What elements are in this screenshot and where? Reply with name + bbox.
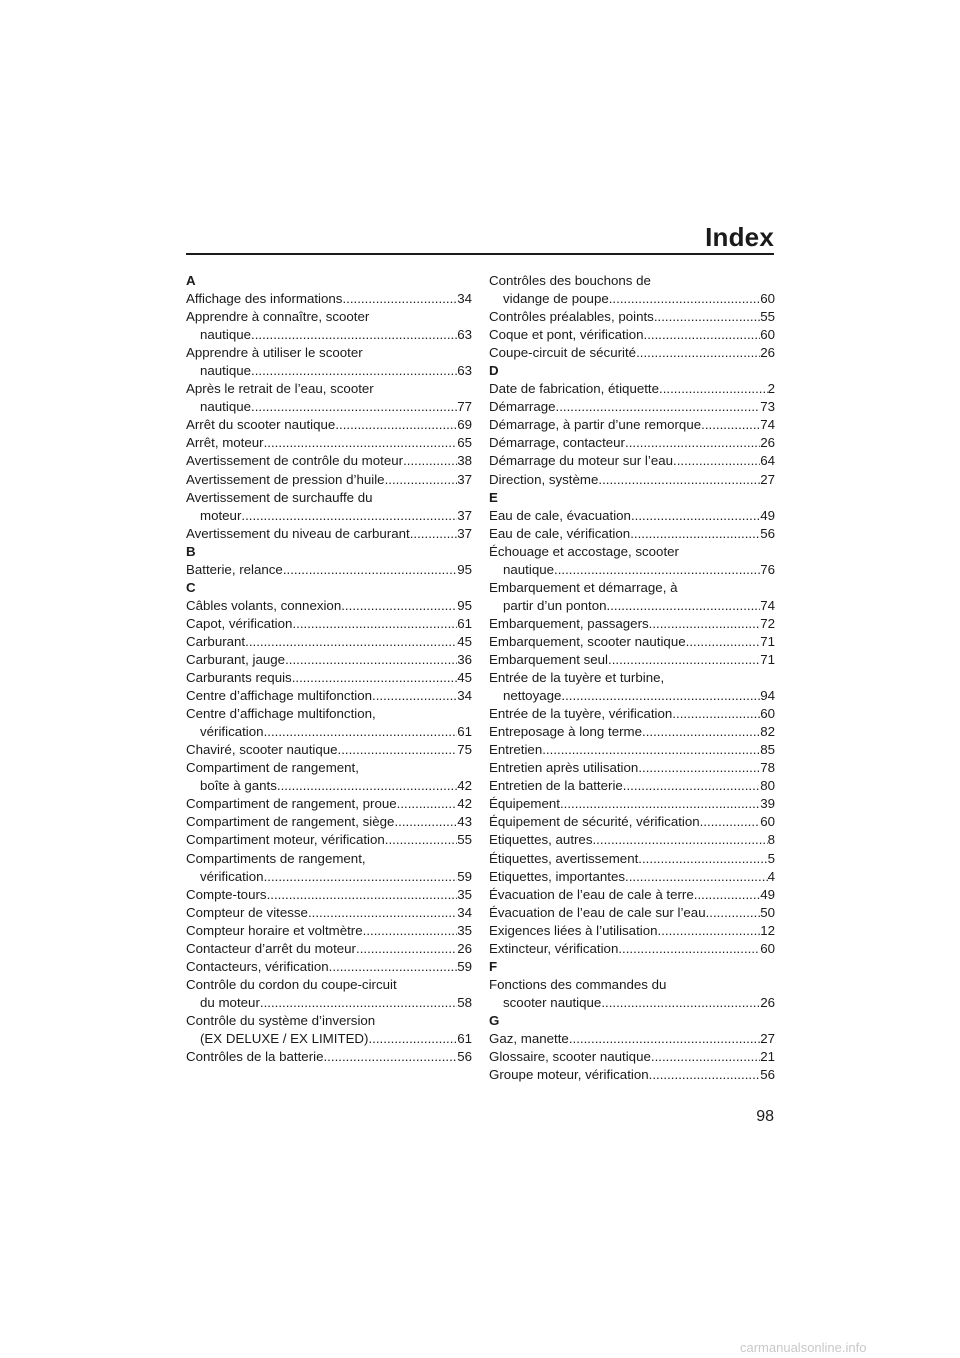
index-entry-page: 49 [760, 507, 775, 523]
index-entry-page: 45 [457, 670, 472, 686]
index-entry [186, 597, 472, 615]
index-entry-label: Contacteurs, vérification [186, 958, 329, 974]
index-entry-page: 12 [760, 922, 775, 938]
index-entry-page: 60 [760, 940, 775, 956]
index-entry-page: 55 [760, 309, 775, 325]
index-entry [186, 1048, 472, 1066]
dot-leader [368, 1030, 457, 1048]
index-entry-page: 42 [457, 796, 472, 812]
index-entry [489, 507, 775, 525]
index-entry [186, 507, 472, 525]
index-entry-page: 82 [760, 724, 775, 740]
index-entry-label: Gaz, manette [489, 1030, 569, 1046]
index-entry [489, 759, 775, 777]
index-entry-page: 85 [760, 742, 775, 758]
dot-leader [607, 597, 761, 615]
index-entry-label: Contrôles préalables, points [489, 309, 654, 325]
index-entry [186, 777, 472, 795]
index-entry-label: Groupe moteur, vérification [489, 1067, 649, 1083]
dot-leader [630, 525, 760, 543]
index-entry [489, 795, 775, 813]
dot-leader [285, 651, 457, 669]
index-entry-label: Coque et pont, vérification [489, 327, 644, 343]
index-entry-label: Embarquement, passagers [489, 615, 649, 631]
dot-leader [592, 831, 767, 849]
dot-leader [625, 868, 768, 886]
index-entry-page: 49 [760, 886, 775, 902]
index-entry [489, 886, 775, 904]
index-section-letter: A [186, 273, 196, 288]
dot-leader [372, 687, 457, 705]
index-entry [489, 416, 775, 434]
index-entry-page: 56 [457, 1049, 472, 1065]
index-entry-label: Entreposage à long terme [489, 724, 643, 740]
index-section-letter: B [186, 543, 196, 559]
index-entry-text: Apprendre à utiliser le scooter [186, 345, 363, 361]
index-entry-page: 36 [457, 651, 472, 667]
index-entry-label: du moteur [200, 994, 260, 1010]
dot-leader [245, 633, 457, 651]
dot-leader [569, 1030, 760, 1048]
index-entry [489, 904, 775, 922]
index-entry-label: Évacuation de l’eau de cale à terre [489, 886, 694, 902]
dot-leader [241, 507, 457, 525]
index-entry-label: Extincteur, vérification [489, 940, 619, 956]
index-entry-page: 74 [760, 597, 775, 613]
index-entry [489, 868, 775, 886]
index-entry [489, 308, 775, 326]
dot-leader [598, 471, 760, 489]
index-entry-text: Après le retrait de l’eau, scooter [186, 381, 374, 397]
dot-leader [644, 326, 761, 344]
index-entry [489, 471, 775, 489]
dot-leader [561, 687, 760, 705]
dot-leader [397, 795, 458, 813]
index-entry-page: 71 [760, 633, 775, 649]
index-entry-page: 94 [760, 688, 775, 704]
dot-leader [625, 434, 760, 452]
index-entry-page: 63 [457, 363, 472, 379]
index-entry [186, 669, 472, 687]
index-entry-label: Coupe-circuit de sécurité [489, 345, 637, 361]
index-entry [186, 831, 472, 849]
dot-leader [341, 597, 457, 615]
dot-leader [264, 723, 458, 741]
dot-leader [700, 813, 761, 831]
index-entry-label: Compartiment de rangement, siège [186, 814, 395, 830]
index-entry-page: 43 [457, 814, 472, 830]
dot-leader [638, 759, 760, 777]
index-entry-label: vérification [200, 724, 264, 740]
index-entry [186, 922, 472, 940]
index-entry-page: 59 [457, 958, 472, 974]
index-entry-label: scooter nautique [503, 994, 602, 1010]
index-column-left [186, 272, 472, 1066]
index-entry [489, 777, 775, 795]
index-entry-page: 34 [457, 291, 472, 307]
dot-leader [267, 886, 458, 904]
index-entry-text: Contrôles des bouchons de [489, 273, 651, 288]
dot-leader [642, 723, 760, 741]
index-entry [186, 561, 472, 579]
index-entry-page: 95 [457, 597, 472, 613]
index-entry-text: Fonctions des commandes du [489, 976, 667, 992]
index-entry-label: Équipement [489, 796, 560, 812]
index-entry-page: 5 [767, 850, 775, 866]
dot-leader [292, 669, 458, 687]
index-entry [489, 651, 775, 669]
index-entry-page: 37 [457, 471, 472, 487]
index-entry-page: 37 [457, 525, 472, 541]
index-entry-page: 69 [457, 417, 472, 433]
dot-leader [277, 777, 457, 795]
index-section-letter: G [489, 1012, 500, 1028]
index-entry-page: 76 [760, 561, 775, 577]
dot-leader [672, 705, 760, 723]
index-entry-page: 21 [760, 1049, 775, 1065]
dot-leader [560, 795, 760, 813]
dot-leader [338, 741, 458, 759]
index-entry-label: Démarrage, contacteur [489, 435, 625, 451]
index-entry-label: Compteur de vitesse [186, 904, 308, 920]
index-entry-label: nettoyage [503, 688, 562, 704]
dot-leader [356, 940, 457, 958]
index-entry-page: 60 [760, 706, 775, 722]
index-entry-page: 75 [457, 742, 472, 758]
index-entry [489, 741, 775, 759]
index-entry-page: 26 [457, 940, 472, 956]
page-number: 98 [756, 1108, 774, 1125]
dot-leader [609, 290, 760, 308]
index-entry-page: 27 [760, 1030, 775, 1046]
dot-leader [385, 471, 458, 489]
index-entry-label: Etiquettes, importantes [489, 868, 625, 884]
index-entry-label: Glossaire, scooter nautique [489, 1049, 651, 1065]
index-entry-text: Centre d’affichage multifonction, [186, 706, 376, 722]
index-entry-label: nautique [200, 327, 252, 343]
index-entry-label: Contrôles de la batterie [186, 1049, 324, 1065]
index-entry-label: Carburant [186, 633, 246, 649]
index-entry [489, 922, 775, 940]
index-entry [186, 452, 472, 470]
index-entry-label: Direction, système [489, 471, 599, 487]
dot-leader [554, 561, 760, 579]
index-entry [489, 813, 775, 831]
dot-leader [608, 651, 760, 669]
dot-leader [654, 308, 760, 326]
index-entry-label: Compartiment moteur, vérification [186, 832, 385, 848]
index-entry-page: 77 [457, 399, 472, 415]
index-entry-label: vidange de poupe [503, 291, 609, 307]
index-entry-label: Carburants requis [186, 670, 292, 686]
dot-leader [251, 398, 457, 416]
index-entry [489, 831, 775, 849]
index-entry-label: Câbles volants, connexion [186, 597, 342, 613]
dot-leader [694, 886, 760, 904]
index-entry [186, 651, 472, 669]
index-section-letter: F [489, 958, 498, 974]
index-column-right [489, 272, 775, 1084]
dot-leader [342, 290, 457, 308]
index-entry [489, 687, 775, 705]
index-entry-label: Équipement de sécurité, vérification [489, 814, 700, 830]
index-entry [489, 1048, 775, 1066]
index-entry-text: Contrôle du système d’inversion [186, 1012, 376, 1028]
index-entry-label: Embarquement seul [489, 651, 608, 667]
index-entry-label: Démarrage [489, 399, 556, 415]
index-entry-page: 50 [760, 904, 775, 920]
index-entry-page: 39 [760, 796, 775, 812]
index-section-letter: D [489, 363, 499, 379]
index-entry-page: 35 [457, 922, 472, 938]
index-section-letter: C [186, 579, 196, 595]
index-entry [186, 434, 472, 452]
dot-leader [260, 994, 457, 1012]
index-entry-label: Étiquettes, avertissement [489, 850, 639, 866]
dot-leader [410, 525, 457, 543]
index-entry-label: Avertissement de contrôle du moteur [186, 453, 404, 469]
index-entry-page: 27 [760, 471, 775, 487]
index-entry-page: 61 [457, 724, 472, 740]
index-entry-label: Avertissement du niveau de carburant [186, 525, 410, 541]
index-entry [489, 1066, 775, 1084]
watermark: carmanualsonline.info [740, 1340, 867, 1355]
index-entry-text: Compartiments de rangement, [186, 850, 366, 866]
index-entry-label: Contacteur d’arrêt du moteur [186, 940, 356, 956]
page-title: Index [705, 222, 774, 252]
index-entry-page: 56 [760, 525, 775, 541]
index-entry-label: Carburant, jauge [186, 651, 286, 667]
index-entry-page: 73 [760, 399, 775, 415]
index-entry [186, 795, 472, 813]
dot-leader [308, 904, 457, 922]
dot-leader [623, 777, 760, 795]
dot-leader [394, 813, 457, 831]
index-entry [489, 434, 775, 452]
dot-leader [283, 561, 457, 579]
index-entry-label: nautique [200, 399, 252, 415]
index-entry-label: Etiquettes, autres [489, 832, 593, 848]
index-entry [186, 723, 472, 741]
index-entry-page: 42 [457, 778, 472, 794]
index-entry-label: nautique [200, 363, 252, 379]
index-entry-page: 26 [760, 994, 775, 1010]
index-entry-text: Compartiment de rangement, [186, 760, 359, 776]
dot-leader [673, 452, 760, 470]
index-entry-label: Capot, vérification [186, 615, 293, 631]
index-entry-label: Avertissement de pression d’huile [186, 471, 385, 487]
dot-leader [636, 344, 760, 362]
index-entry [489, 1030, 775, 1048]
index-entry-page: 74 [760, 417, 775, 433]
index-entry-page: 60 [760, 291, 775, 307]
index-entry-label: Démarrage, à partir d’une remorque [489, 417, 702, 433]
index-entry-label: Exigences liées à l’utilisation [489, 922, 658, 938]
dot-leader [631, 507, 760, 525]
index-entry-page: 8 [767, 832, 775, 848]
index-entry-label: Compte-tours [186, 886, 267, 902]
index-entry [186, 525, 472, 543]
index-entry-label: Compteur horaire et voltmètre [186, 922, 363, 938]
title-divider [186, 253, 774, 255]
index-entry [489, 615, 775, 633]
dot-leader [335, 416, 457, 434]
index-entry [489, 290, 775, 308]
dot-leader [651, 1048, 760, 1066]
index-section-letter: E [489, 489, 498, 505]
index-entry [489, 633, 775, 651]
index-entry-label: Entretien de la batterie [489, 778, 623, 794]
index-entry-page: 72 [760, 615, 775, 631]
index-entry-page: 63 [457, 327, 472, 343]
index-entry-page: 61 [457, 615, 472, 631]
index-entry [489, 723, 775, 741]
index-entry-label: Eau de cale, évacuation [489, 507, 631, 523]
index-entry [489, 850, 775, 868]
dot-leader [618, 940, 760, 958]
index-entry-label: Entretien [489, 742, 543, 758]
index-entry [186, 398, 472, 416]
index-entry [489, 398, 775, 416]
index-entry-label: boîte à gants [200, 778, 277, 794]
dot-leader [556, 398, 761, 416]
index-entry-page: 78 [760, 760, 775, 776]
index-entry [186, 471, 472, 489]
index-entry-label: Arrêt, moteur [186, 435, 264, 451]
dot-leader [403, 452, 457, 470]
dot-leader [264, 868, 458, 886]
index-entry-page: 34 [457, 688, 472, 704]
index-entry-label: Affichage des informations [186, 291, 343, 307]
index-entry-label: Évacuation de l’eau de cale sur l’eau [489, 904, 706, 920]
index-entry [186, 687, 472, 705]
index-entry-label: partir d’un ponton [503, 597, 607, 613]
index-entry-page: 45 [457, 633, 472, 649]
dot-leader [323, 1048, 457, 1066]
dot-leader [658, 922, 761, 940]
index-entry-page: 55 [457, 832, 472, 848]
index-entry [489, 525, 775, 543]
dot-leader [701, 416, 760, 434]
index-entry-page: 60 [760, 814, 775, 830]
index-entry-label: Chaviré, scooter nautique [186, 742, 338, 758]
index-entry [186, 290, 472, 308]
index-entry [489, 452, 775, 470]
index-entry-text: Apprendre à connaître, scooter [186, 309, 370, 325]
dot-leader [251, 326, 457, 344]
dot-leader [638, 850, 767, 868]
index-entry [489, 705, 775, 723]
dot-leader [329, 958, 458, 976]
index-entry-label: Batterie, relance [186, 561, 283, 577]
index-entry-label: Arrêt du scooter nautique [186, 417, 336, 433]
index-entry [489, 344, 775, 362]
dot-leader [385, 831, 457, 849]
index-entry-text: Échouage et accostage, scooter [489, 543, 679, 559]
dot-leader [542, 741, 760, 759]
dot-leader [706, 904, 761, 922]
index-entry-page: 26 [760, 345, 775, 361]
index-entry-label: vérification [200, 868, 264, 884]
index-entry [489, 940, 775, 958]
index-entry [489, 561, 775, 579]
index-entry [186, 940, 472, 958]
index-entry [186, 362, 472, 380]
index-entry-label: Entrée de la tuyère, vérification [489, 706, 673, 722]
index-entry-page: 56 [760, 1067, 775, 1083]
index-entry-page: 61 [457, 1030, 472, 1046]
index-entry-page: 35 [457, 886, 472, 902]
dot-leader [251, 362, 457, 380]
index-entry-page: 65 [457, 435, 472, 451]
index-entry-page: 64 [760, 453, 775, 469]
index-entry-page: 80 [760, 778, 775, 794]
index-entry-label: nautique [503, 561, 555, 577]
dot-leader [601, 994, 760, 1012]
dot-leader [363, 922, 458, 940]
index-entry-page: 38 [457, 453, 472, 469]
index-entry-text: Avertissement de surchauffe du [186, 489, 373, 505]
index-entry-label: Compartiment de rangement, proue [186, 796, 397, 812]
index-entry-label: Démarrage du moteur sur l’eau [489, 453, 674, 469]
index-entry [186, 615, 472, 633]
dot-leader [686, 633, 761, 651]
index-entry-page: 34 [457, 904, 472, 920]
index-entry-label: Entretien après utilisation [489, 760, 639, 776]
index-entry [186, 904, 472, 922]
index-entry-page: 37 [457, 507, 472, 523]
index-entry [186, 994, 472, 1012]
dot-leader [264, 434, 458, 452]
index-entry-page: 60 [760, 327, 775, 343]
index-entry [489, 597, 775, 615]
index-entry-page: 26 [760, 435, 775, 451]
index-entry-page: 71 [760, 651, 775, 667]
index-entry [186, 958, 472, 976]
dot-leader [649, 615, 761, 633]
index-entry [489, 994, 775, 1012]
index-entry-page: 95 [457, 561, 472, 577]
index-entry [186, 741, 472, 759]
index-entry-page: 2 [767, 381, 775, 397]
index-entry [186, 813, 472, 831]
index-entry-text: Contrôle du cordon du coupe-circuit [186, 976, 397, 992]
dot-leader [649, 1066, 761, 1084]
index-entry-label: Eau de cale, vérification [489, 525, 631, 541]
index-entry [489, 380, 775, 398]
index-entry-text: Embarquement et démarrage, à [489, 579, 678, 595]
index-entry [489, 326, 775, 344]
index-entry-label: moteur [200, 507, 242, 523]
index-entry-label: (EX DELUXE / EX LIMITED) [200, 1030, 369, 1046]
index-entry-label: Date de fabrication, étiquette [489, 381, 660, 397]
index-entry [186, 1030, 472, 1048]
index-entry-label: Embarquement, scooter nautique [489, 633, 686, 649]
index-entry [186, 633, 472, 651]
index-entry-page: 4 [767, 868, 775, 884]
dot-leader [659, 380, 768, 398]
index-entry-page: 58 [457, 994, 472, 1010]
index-entry [186, 886, 472, 904]
index-entry [186, 326, 472, 344]
index-entry [186, 416, 472, 434]
index-entry-page: 59 [457, 868, 472, 884]
index-entry-text: Entrée de la tuyère et turbine, [489, 670, 665, 686]
index-entry [186, 868, 472, 886]
index-entry-label: Centre d’affichage multifonction [186, 688, 373, 704]
dot-leader [292, 615, 457, 633]
